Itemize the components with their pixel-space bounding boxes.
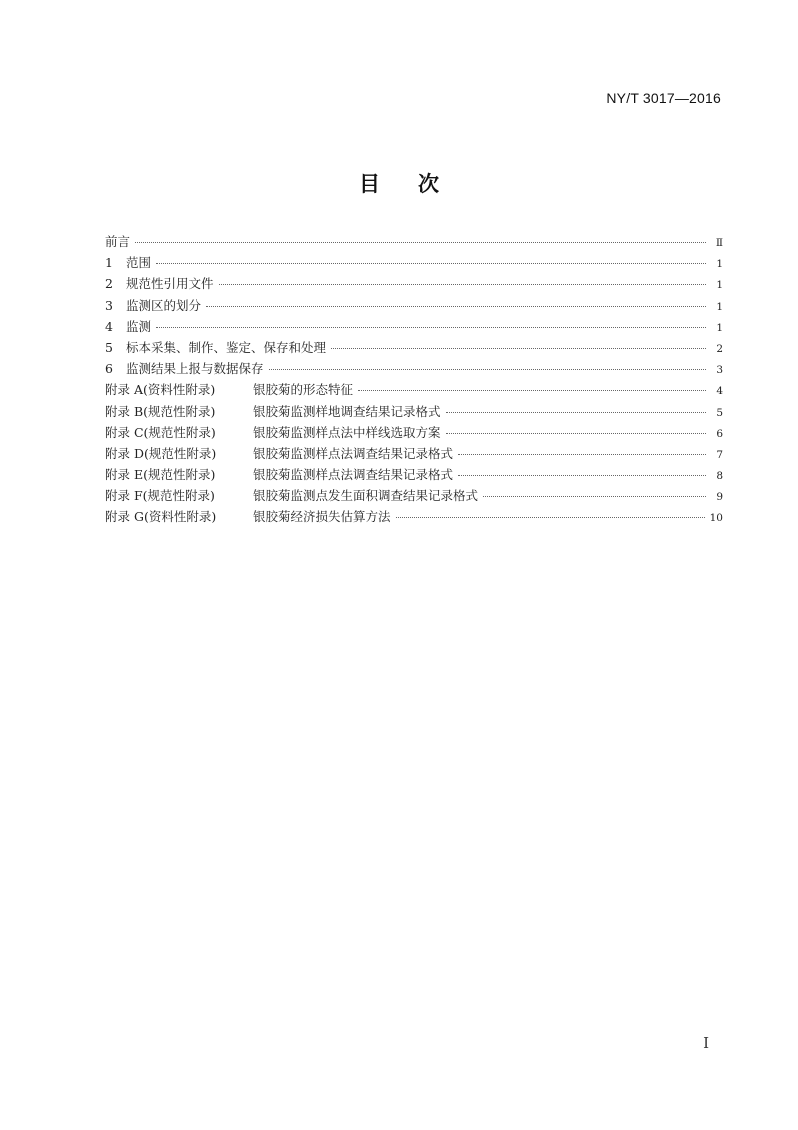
toc-entry[interactable] [105, 317, 723, 338]
toc-leader [269, 369, 706, 370]
toc-entry-page: 8 [716, 470, 723, 483]
toc-entry[interactable] [105, 423, 723, 444]
toc-entry-number: 4 [105, 318, 113, 334]
toc-entry-page: 3 [716, 364, 723, 377]
toc-entry-page: 9 [716, 491, 723, 504]
toc-entry-label: 银胶菊监测样点法中样线选取方案 [253, 424, 441, 440]
table-of-contents [105, 232, 723, 529]
toc-entry-appendix: 附录 C(规范性附录) [105, 424, 216, 440]
toc-leader [458, 475, 706, 476]
toc-entry[interactable] [105, 444, 723, 465]
toc-entry-number: 1 [105, 255, 113, 271]
toc-entry[interactable] [105, 274, 723, 295]
toc-entry[interactable] [105, 486, 723, 507]
toc-leader [483, 496, 706, 497]
toc-leader [446, 412, 706, 413]
toc-leader [458, 454, 706, 455]
toc-entry[interactable] [105, 296, 723, 317]
toc-entry-page: 5 [716, 406, 723, 419]
toc-entry-page: 1 [716, 279, 723, 292]
toc-entry[interactable] [105, 380, 723, 401]
toc-title-char-2: 次 [418, 172, 439, 196]
toc-entry-page: 7 [716, 448, 723, 461]
toc-entry-page: 1 [716, 258, 723, 271]
toc-entry-label: 监测区的划分 [126, 297, 202, 313]
toc-entry-appendix: 附录 F(规范性附录) [105, 488, 215, 504]
toc-title-char-1: 目 [359, 172, 380, 196]
toc-entry[interactable] [105, 359, 723, 380]
toc-entry-appendix: 附录 A(资料性附录) [105, 382, 216, 398]
toc-entry[interactable] [105, 232, 723, 253]
toc-leader [331, 348, 706, 349]
toc-leader [446, 433, 706, 434]
toc-entry-label: 银胶菊经济损失估算方法 [253, 509, 391, 525]
toc-entry-label: 银胶菊监测样点法调查结果记录格式 [253, 445, 454, 461]
toc-entry-appendix: 附录 B(规范性附录) [105, 403, 216, 419]
toc-entry[interactable] [105, 253, 723, 274]
toc-entry-label: 监测结果上报与数据保存 [126, 361, 264, 377]
toc-entry-label: 标本采集、制作、鉴定、保存和处理 [126, 339, 327, 355]
toc-entry-label: 银胶菊的形态特征 [253, 382, 354, 398]
toc-leader [135, 242, 706, 243]
toc-entry[interactable] [105, 338, 723, 359]
toc-entry-label: 监测 [126, 318, 152, 334]
toc-entry[interactable] [105, 507, 723, 528]
toc-entry-number: 2 [105, 276, 113, 292]
toc-entry-label: 规范性引用文件 [126, 276, 214, 292]
toc-entry-page: 4 [716, 385, 723, 398]
toc-entry[interactable] [105, 402, 723, 423]
toc-entry-page: Ⅱ [715, 237, 723, 249]
toc-entry-label: 银胶菊监测样点法调查结果记录格式 [253, 467, 454, 483]
toc-entry-appendix: 附录 E(规范性附录) [105, 467, 216, 483]
toc-entry-page: 1 [716, 321, 723, 334]
toc-leader [206, 306, 706, 307]
toc-entry-label: 银胶菊监测样地调查结果记录格式 [253, 403, 441, 419]
toc-leader [396, 517, 705, 518]
toc-leader [358, 390, 706, 391]
toc-entry-page: 10 [709, 512, 723, 525]
toc-entry-label: 范围 [126, 255, 152, 271]
toc-title [0, 168, 798, 198]
toc-leader [156, 327, 706, 328]
toc-entry-number: 6 [105, 361, 113, 377]
toc-entry-label: 前言 [105, 234, 131, 249]
page-number: I [703, 1034, 709, 1052]
standard-code: NY/T 3017—2016 [606, 90, 721, 106]
toc-entry[interactable] [105, 465, 723, 486]
toc-entry-appendix: 附录 D(规范性附录) [105, 445, 217, 461]
toc-entry-appendix: 附录 G(资料性附录) [105, 509, 217, 525]
toc-entry-label: 银胶菊监测点发生面积调查结果记录格式 [253, 488, 479, 504]
toc-entry-page: 6 [716, 427, 723, 440]
toc-leader [156, 263, 706, 264]
toc-entry-page: 2 [716, 342, 723, 355]
toc-entry-page: 1 [716, 300, 723, 313]
toc-entry-number: 3 [105, 297, 113, 313]
toc-leader [219, 284, 706, 285]
toc-entry-number: 5 [105, 339, 113, 355]
